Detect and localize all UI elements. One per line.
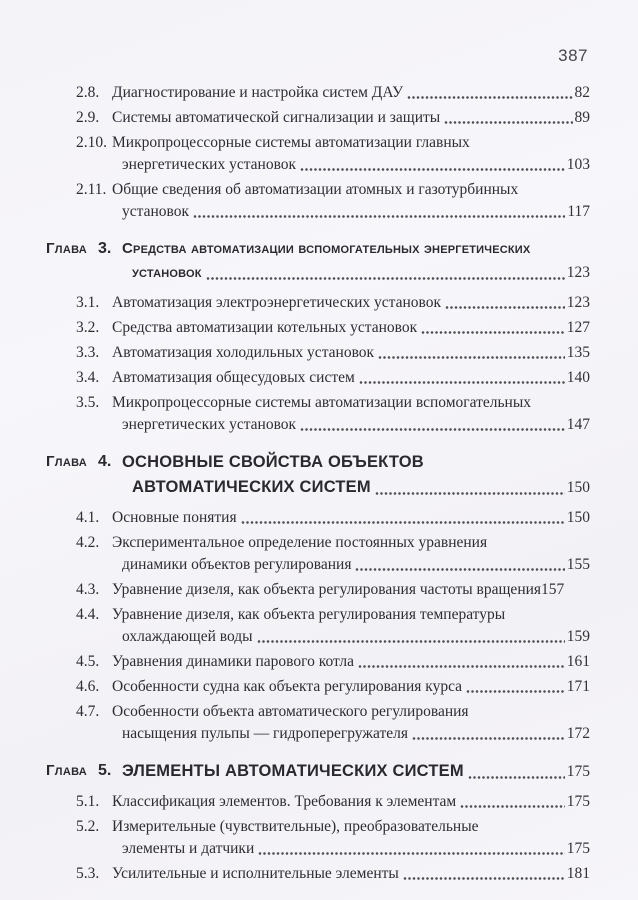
toc-section-entry	[46, 132, 590, 176]
dot-leader	[358, 664, 565, 669]
section-number: 3.1.	[76, 294, 100, 311]
toc-section-entry	[46, 107, 590, 129]
entry-text	[112, 676, 590, 698]
dot-leader	[375, 491, 565, 496]
dot-leader	[421, 330, 565, 335]
entry-last-line	[112, 317, 590, 339]
entry-line	[112, 532, 590, 554]
section-number: 5.2.	[76, 818, 100, 835]
section-number: 3.2.	[76, 319, 100, 336]
section-number: 4.3.	[76, 581, 100, 598]
entry-text	[122, 450, 590, 500]
section-number: 3.5.	[76, 394, 100, 411]
entry-last-line	[112, 723, 590, 745]
entry-line-text: энергетических установок	[122, 416, 297, 433]
entry-last-line	[112, 791, 590, 813]
entry-line	[112, 604, 590, 626]
entry-line-text: Особенности объекта автоматического регулирования	[112, 703, 469, 720]
toc-section-entry	[46, 863, 590, 885]
entry-page-ref: 175	[566, 763, 590, 780]
entry-page-ref: 159	[566, 628, 590, 645]
entry-text	[112, 107, 590, 129]
entry-page-ref: 140	[566, 369, 590, 386]
entry-line-text: установок	[132, 264, 202, 281]
entry-page-ref: 123	[566, 294, 590, 311]
dot-leader	[241, 520, 565, 525]
entry-last-line	[112, 367, 590, 389]
entry-text	[122, 759, 590, 784]
entry-page-ref: 123	[566, 264, 590, 281]
entry-line-text: Уравнение дизеля, как объекта регулирования частоты вращения	[112, 581, 542, 598]
entry-text	[112, 579, 590, 601]
entry-last-line	[112, 107, 590, 129]
dot-leader	[206, 276, 565, 281]
entry-text	[112, 507, 590, 529]
dot-leader	[460, 804, 565, 809]
entry-text	[112, 367, 590, 389]
entry-page-ref: 135	[566, 344, 590, 361]
entry-line-text: Уравнения динамики парового котла	[112, 653, 355, 670]
entry-page-ref: 82	[574, 84, 590, 101]
entry-page-ref: 172	[566, 725, 590, 742]
entry-text	[112, 82, 590, 104]
entry-line-text: Усилительные и исполнительные элементы	[112, 865, 399, 882]
toc-chapter-entry	[46, 237, 590, 285]
chapter-number: 5.	[98, 762, 112, 779]
dot-leader	[403, 876, 565, 881]
dot-leader	[468, 775, 565, 780]
toc-section-entry	[46, 317, 590, 339]
entry-line-text: ОСНОВНЫЕ СВОЙСТВА ОБЪЕКТОВ	[122, 453, 424, 471]
entry-text	[112, 292, 590, 314]
entry-last-line	[112, 863, 590, 885]
entry-line-text: Автоматизация общесудовых систем	[112, 369, 355, 386]
entry-text	[122, 237, 590, 285]
entry-last-line	[112, 579, 590, 601]
chapter-number: 3.	[98, 240, 112, 257]
entry-page-ref: 161	[566, 653, 590, 670]
toc-section-entry	[46, 82, 590, 104]
dot-leader	[355, 567, 564, 572]
entry-page-ref: 127	[566, 319, 590, 336]
entry-line	[112, 179, 590, 201]
section-number: 2.8.	[76, 84, 100, 101]
section-number: 5.3.	[76, 865, 100, 882]
entry-line-text: энергетических установок	[122, 156, 297, 173]
entry-page-ref: 103	[566, 156, 590, 173]
entry-line-text: Основные понятия	[112, 509, 237, 526]
entry-line-text: Уравнение дизеля, как объекта регулирования температуры	[112, 606, 506, 623]
chapter-label: Глава	[46, 453, 88, 470]
entry-line-text: Особенности судна как объекта регулирования курса	[112, 678, 463, 695]
entry-page-ref: 175	[566, 840, 590, 857]
toc-section-entry	[46, 532, 590, 576]
entry-last-line	[112, 414, 590, 436]
section-number: 4.7.	[76, 703, 100, 720]
entry-last-line	[112, 154, 590, 176]
section-number: 2.9.	[76, 109, 100, 126]
dot-leader	[300, 427, 565, 432]
entry-last-line	[122, 475, 590, 500]
entry-line-text: Экспериментальное определение постоянных уравнения	[112, 534, 488, 551]
dot-leader	[300, 167, 565, 172]
entry-text	[112, 342, 590, 364]
entry-page-ref: 171	[566, 678, 590, 695]
toc-section-entry	[46, 791, 590, 813]
dot-leader	[466, 689, 565, 694]
entry-text	[112, 132, 590, 176]
entry-page-ref: 89	[574, 109, 590, 126]
entry-line-text: Средства автоматизации котельных установок	[112, 319, 418, 336]
dot-leader	[258, 851, 564, 856]
entry-page-ref: 150	[566, 509, 590, 526]
dot-leader	[412, 736, 565, 741]
dot-leader	[193, 214, 565, 219]
entry-page-ref: 147	[566, 416, 590, 433]
dot-leader	[359, 380, 565, 385]
section-number: 2.11.	[76, 181, 107, 198]
chapter-label: Глава	[46, 240, 88, 257]
entry-last-line	[112, 292, 590, 314]
entry-line-text: Диагностирование и настройка систем ДАУ	[112, 84, 404, 101]
section-number: 2.10.	[76, 134, 107, 151]
entry-line-text: Автоматизация холодильных установок	[112, 344, 375, 361]
entry-line	[122, 237, 590, 261]
entry-text	[112, 791, 590, 813]
section-number: 4.2.	[76, 534, 100, 551]
dot-leader	[257, 639, 565, 644]
entry-text	[112, 816, 590, 860]
toc-list	[46, 82, 590, 885]
entry-line-text: ЭЛЕМЕНТЫ АВТОМАТИЧЕСКИХ СИСТЕМ	[122, 762, 464, 780]
toc-section-entry	[46, 579, 590, 601]
entry-line-text: Автоматизация электроэнергетических установок	[112, 294, 442, 311]
toc-section-entry	[46, 604, 590, 648]
entry-last-line	[112, 507, 590, 529]
entry-text	[112, 604, 590, 648]
entry-last-line	[112, 838, 590, 860]
entry-text	[112, 392, 590, 436]
entry-page-ref: 155	[566, 556, 590, 573]
toc-section-entry	[46, 392, 590, 436]
toc-section-entry	[46, 367, 590, 389]
entry-last-line	[112, 626, 590, 648]
entry-line	[112, 701, 590, 723]
entry-line	[112, 392, 590, 414]
entry-line	[112, 816, 590, 838]
toc-section-entry	[46, 676, 590, 698]
toc-section-entry	[46, 816, 590, 860]
entry-line-text: Системы автоматической сигнализации и защиты	[112, 109, 441, 126]
entry-line-text: Микропроцессорные системы автоматизации вспомогательных	[112, 394, 532, 411]
entry-line-text: АВТОМАТИЧЕСКИХ СИСТЕМ	[132, 478, 371, 496]
section-number: 3.3.	[76, 344, 100, 361]
dot-leader	[378, 355, 565, 360]
section-number: 3.4.	[76, 369, 100, 386]
dot-leader	[445, 305, 565, 310]
entry-line-text: Средства автоматизации вспомогательных энергетических	[122, 240, 531, 257]
toc-section-entry	[46, 292, 590, 314]
entry-page-ref: 181	[566, 865, 590, 882]
dot-leader	[407, 95, 572, 100]
section-number: 5.1.	[76, 793, 100, 810]
entry-page-ref: 175	[566, 793, 590, 810]
entry-text	[112, 863, 590, 885]
entry-last-line	[122, 759, 590, 784]
toc-section-entry	[46, 701, 590, 745]
entry-text	[112, 651, 590, 673]
entry-last-line	[112, 651, 590, 673]
section-number: 4.1.	[76, 509, 100, 526]
entry-text	[112, 317, 590, 339]
chapter-number: 4.	[98, 453, 112, 470]
toc-chapter-entry	[46, 759, 590, 784]
page-number: 387	[558, 46, 588, 65]
entry-last-line	[122, 261, 590, 285]
toc-section-entry	[46, 179, 590, 223]
entry-last-line	[112, 82, 590, 104]
dot-leader	[444, 120, 572, 125]
entry-last-line	[112, 342, 590, 364]
entry-last-line	[112, 554, 590, 576]
entry-line-text: элементы и датчики	[122, 840, 255, 857]
section-number: 4.6.	[76, 678, 100, 695]
toc-section-entry	[46, 507, 590, 529]
entry-line-text: охлаждающей воды	[122, 628, 253, 645]
toc-section-entry	[46, 342, 590, 364]
entry-page-ref: 117	[567, 203, 590, 220]
entry-line-text: Классификация элементов. Требования к элементам	[112, 793, 457, 810]
entry-line-text: установок	[122, 203, 190, 220]
entry-last-line	[112, 201, 590, 223]
entry-page-ref: 157	[541, 581, 565, 598]
entry-line-text: Микропроцессорные системы автоматизации главных	[112, 134, 470, 151]
section-number: 4.5.	[76, 653, 100, 670]
entry-text	[112, 179, 590, 223]
entry-line	[122, 450, 590, 475]
entry-line-text: динамики объектов регулирования	[122, 556, 352, 573]
entry-line-text: Общие сведения об автоматизации атомных и газотурбинных	[112, 181, 519, 198]
section-number: 4.4.	[76, 606, 100, 623]
entry-text	[112, 532, 590, 576]
toc-section-entry	[46, 651, 590, 673]
chapter-label: Глава	[46, 762, 88, 779]
entry-last-line	[112, 676, 590, 698]
toc-chapter-entry	[46, 450, 590, 500]
entry-line-text: насыщения пульпы — гидроперегружателя	[122, 725, 409, 742]
entry-text	[112, 701, 590, 745]
entry-page-ref: 150	[566, 479, 590, 496]
entry-line-text: Измерительные (чувствительные), преобразовательные	[112, 818, 479, 835]
entry-line	[112, 132, 590, 154]
